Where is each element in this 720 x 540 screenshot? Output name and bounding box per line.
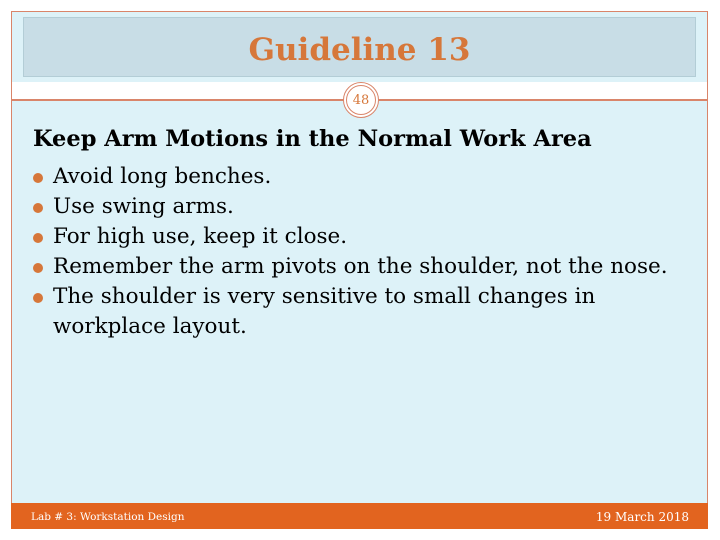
slide-heading: Keep Arm Motions in the Normal Work Area [33, 126, 592, 152]
bullet-text: For high use, keep it close. [53, 224, 348, 249]
bullet-dot-icon [33, 293, 43, 303]
bullet-item [33, 282, 693, 342]
footer-date: 19 March 2018 [595, 510, 689, 524]
bullet-dot-icon [33, 263, 43, 273]
page-number-badge [343, 82, 379, 118]
bullet-text: Remember the arm pivots on the shoulder, not the nose. [53, 254, 668, 279]
bullet-dot-icon [33, 233, 43, 243]
bullet-dot-icon [33, 173, 43, 183]
bullet-item [33, 192, 693, 222]
bullet-text: The shoulder is very sensitive to small changes in workplace layout. [53, 284, 596, 339]
bullet-list [33, 162, 693, 342]
bullet-item [33, 222, 693, 252]
footer-course-label: Lab # 3: Workstation Design [31, 511, 185, 523]
bullet-dot-icon [33, 203, 43, 213]
slide-title: Guideline 13 [248, 32, 471, 68]
bullet-text: Use swing arms. [53, 194, 234, 219]
page-number: 48 [352, 92, 370, 108]
bullet-text: Avoid long benches. [53, 164, 272, 189]
bullet-item [33, 252, 693, 282]
bullet-item [33, 162, 693, 192]
